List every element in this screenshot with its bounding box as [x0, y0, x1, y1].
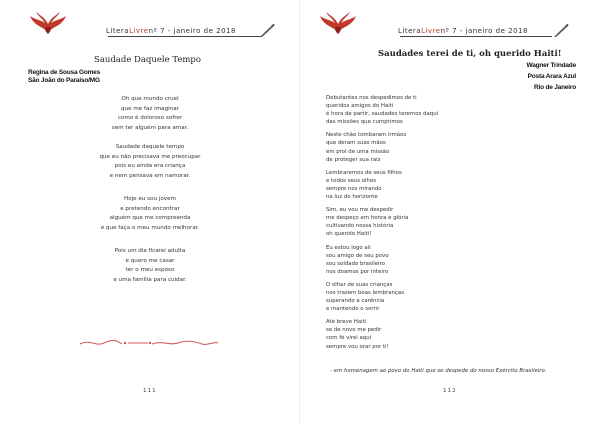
stanza [0, 195, 300, 233]
poem-line: sempre vou orar por ti! [326, 343, 389, 350]
poem-line: oh querido Haiti! [326, 231, 372, 238]
poem-title: Saudades terei de ti, oh querido Haiti! [378, 49, 562, 59]
poem-line: que deram suas mãos [326, 140, 386, 147]
poem-line: e que faça o meu mundo melhorar. [100, 224, 200, 231]
poem-line: sem ter alguém para amar. [111, 124, 189, 131]
stanza [326, 206, 438, 238]
poem-line: pois eu ainda era criança [114, 163, 186, 169]
poem-line: Até breve Haiti [326, 319, 367, 326]
poem-line: queridos amigos do Haiti [326, 103, 394, 110]
poem-title: Saudade Daquele Tempo [94, 55, 201, 65]
poem-line: com fé virei aqui [326, 335, 372, 342]
stanza [326, 131, 438, 163]
poem-line: sou amigo de seu povo [326, 252, 389, 259]
quill-pen-icon [552, 22, 570, 38]
poem-line: Lembraremos de seus filhos [326, 169, 402, 176]
author-name: Regina de Sousa Gomes [28, 69, 101, 76]
header-rule [400, 36, 552, 37]
poem-line: das missões que cumprimos [326, 119, 403, 126]
poem-line: nos trazem boas lembranças [326, 289, 405, 296]
poem-line: alguém que me compreenda [109, 215, 191, 221]
poem-line: que me faz imaginar [121, 105, 179, 112]
stanza [0, 247, 300, 285]
stanza [326, 318, 438, 350]
poem-line: que eu não precisava me preocupar [99, 153, 201, 160]
poem-line: como é doloroso sofrer [117, 115, 183, 121]
author-location: Posta Arara Azul [527, 73, 576, 80]
poem-line: me despeço em honra e glória [326, 215, 409, 222]
poem-line: e mantendo o sorrir [326, 306, 380, 313]
stanza [326, 94, 438, 126]
poem-line: sempre nos mirando [326, 185, 382, 192]
dedication: - em homenagem ao povo do Haiti que se despede do nosso Exército Brasileiro. [330, 368, 547, 374]
author-location: São João do Paraíso/MG [28, 77, 100, 84]
page-number: 112 [443, 388, 457, 394]
poem-line: Debutantes nos despedimos de ti [326, 95, 417, 101]
poem-line: e quero me casar [125, 257, 175, 264]
stanza [0, 95, 300, 133]
poem-line: nos doamos por inteiro [326, 268, 389, 275]
poem-line: se de novo me pedir [326, 327, 382, 334]
poem-line: e nem pensava em namorar. [109, 172, 191, 179]
poem-line: Neste chão tombaram irmãos [326, 132, 407, 139]
journal-header-title: LiteraLivrenº 7 - janeiro de 2018 [398, 27, 528, 35]
poem-line: O olhar de suas crianças [326, 281, 393, 288]
poem-line: Pois um dia ficarei adulta [114, 248, 186, 254]
poem-line: ter o meu esposo [125, 267, 175, 273]
journal-header-title: LiteraLivrenº 7 - janeiro de 2018 [106, 27, 236, 35]
red-flourish-divider [78, 338, 220, 348]
quill-pen-icon [258, 22, 276, 38]
stanza [326, 281, 438, 313]
author-location: Rio de Janeiro [534, 84, 576, 91]
poem-line: Oh que mundo cruel [121, 96, 179, 102]
stanza [326, 244, 438, 276]
poem-line: cultivando nossa história [326, 223, 394, 230]
author-name: Wagner Trindade [526, 62, 576, 69]
poem-body [326, 94, 438, 356]
poem-line: Sim, eu vou me despedir [326, 207, 394, 214]
poem-line: Hoje eu sou jovem [123, 196, 176, 202]
poem-line: superando a carência [326, 298, 385, 305]
poem-line: sou soldado brasileiro [326, 260, 385, 267]
poem-line: em prol de uma missão [326, 148, 390, 155]
poem-line: Eu estou logo ali [326, 244, 371, 251]
header-rule [108, 36, 262, 37]
poem-line: e pretendo encontrar [120, 205, 180, 212]
poem-line: é hora de partir, saudades teremos daqui [326, 111, 439, 118]
poem-body [0, 95, 300, 295]
poem-line: e todos seus olhos [326, 177, 377, 184]
page-number: 111 [143, 388, 157, 394]
stanza [326, 169, 438, 201]
poem-line: Saudade daquele tempo [115, 144, 185, 150]
poem-line: de proteger sua raiz [326, 156, 381, 163]
winged-heart-logo [318, 10, 358, 36]
poem-line: na luz do horizonte [326, 194, 378, 201]
stanza [0, 143, 300, 181]
winged-heart-logo [28, 10, 68, 36]
poem-line: e uma família para cuidar. [113, 276, 187, 283]
